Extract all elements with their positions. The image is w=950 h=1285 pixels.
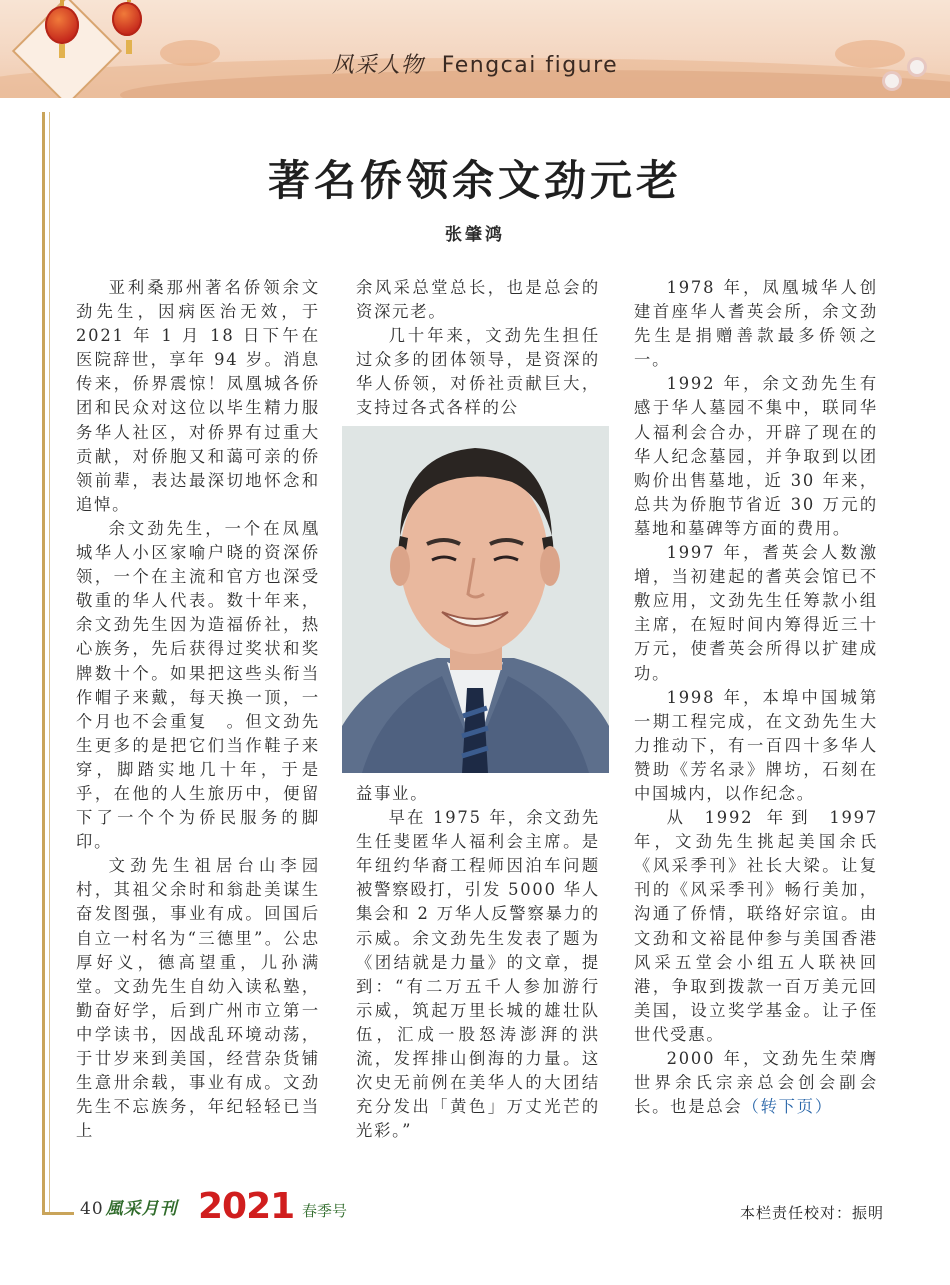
- issue-year: 2021: [198, 1186, 295, 1227]
- text-column-3: [634, 276, 878, 1119]
- section-heading-cn: 风采人物: [331, 53, 424, 78]
- paragraph: 文劲先生祖居台山李园村，其祖父余时和翁赴美谋生奋发图强，事业有成。回国后自立一村名为“三德里”。公忠厚好义，德高望重，儿孙满堂。文劲先生自幼入读私塾，勤奋好学，后到广州市立第一中学读书，因战乱环境动荡，于廿岁来到美国，经营杂货铺生意卅余载，事业有成。文劲先生不忘族务，年纪轻轻已当上: [76, 856, 320, 1141]
- paragraph: 1978 年，凤凰城华人创建首座华人耆英会所，余文劲先生是捐赠善款最多侨领之一。: [634, 278, 878, 370]
- section-heading: [0, 48, 950, 79]
- paragraph: 几十年来，文劲先生担任过众多的团体领导，是资深的华人侨领，对侨社贡献巨大，支持过各式各样的公: [356, 326, 600, 418]
- bottom-border-line: [42, 1212, 74, 1215]
- article-author: 张肇鸿: [445, 225, 505, 245]
- left-border-line: [49, 112, 50, 1212]
- left-border-line: [42, 112, 45, 1212]
- lantern-icon: [45, 6, 79, 44]
- paragraph: 1997 年，耆英会人数激增，当初建起的耆英会馆已不敷应用，文劲先生任筹款小组主席，在短时间内筹得近三十万元，使耆英会所得以扩建成功。: [634, 543, 878, 683]
- continue-note: （转下页）: [742, 1097, 833, 1117]
- article-title: 著名侨领余文劲元老: [267, 156, 682, 205]
- text-column-1: [76, 276, 320, 1143]
- magazine-name: 風采月刊: [105, 1199, 178, 1219]
- proofreader-credit: 本栏责任校对：振明: [739, 1204, 884, 1222]
- paragraph: 1998 年，本埠中国城第一期工程完成，在文劲先生大力推动下，有一百四十多华人赞助《芳名录》牌坊，石刻在中国城内，以作纪念。: [634, 687, 878, 803]
- page-number: 40: [80, 1199, 104, 1219]
- paragraph: 益事业。: [356, 784, 429, 803]
- portrait-illustration: [342, 426, 609, 773]
- paragraph: 余文劲先生，一个在凤凰城华人小区家喻户晓的资深侨领，一个在主流和官方也深受敬重的华人代表。数十年来，余文劲先生因为造福侨社，热心族务，先后获得过奖状和奖牌数十个。如果把这些头衔当作帽子来戴，每天换一顶，一个月也不会重复 。但文劲先生更多的是把它们当作鞋子来穿，脚踏实地几十年，于是乎，在他的人生旅历中，便留下了一个个为侨民服务的脚印。: [76, 518, 320, 852]
- paragraph: 亚利桑那州著名侨领余文劲先生，因病医治无效，于 2021 年 1 月 18 日下午在医院辞世，享年 94 岁。消息传来，侨界震惊！凤凰城各侨团和民众对这位以毕生精力服务华人社区，对侨界有过重大贡献，对侨胞又和蔼可亲的侨领前辈，表达最深切地怀念和追悼。: [76, 278, 320, 514]
- paragraph: 1992 年，余文劲先生有感于华人墓园不集中，联同华人福利会合办，开辟了现在的华人纪念墓园，并争取到以团购价出售墓地，近 30 年来，总共为侨胞节省近 30 万元的墓地和墓碑等方面的费用。: [634, 374, 878, 538]
- issue-season: 春季号: [302, 1202, 348, 1220]
- text-column-2-top: [356, 276, 600, 421]
- section-heading-en: Fengcai figure: [441, 53, 619, 78]
- paragraph: 早在 1975 年，余文劲先生任斐匿华人福利会主席。是年纽约华裔工程师因泊车问题被警察殴打，引发 5000 华人集会和 2 万华人反警察暴力的示威。余文劲先生发表了题为《团结就是力量》的文章，提到：“有二万五千人参加游行示威，筑起万里长城的雄壮队伍，汇成一股怒涛澎湃的洪流，发挥排山倒海的力量。这次史无前例在美华人的大团结充分发出「黄色」万丈光芒的光彩。”: [356, 808, 600, 1141]
- portrait-photo: [342, 426, 609, 773]
- paragraph-last: [634, 1047, 878, 1119]
- page-header: [0, 0, 950, 98]
- lantern-icon: [112, 2, 142, 36]
- paragraph-text: 2000 年，文劲先生荣膺世界余氏宗亲总会创会副会长。也是总会: [634, 1049, 878, 1117]
- paragraph: 从 1992 年到 1997 年，文劲先生挑起美国余氏《风采季刊》社长大梁。让复刊的《风采季刊》畅行美加，沟通了侨情，联络好宗谊。由文劲和文裕昆仲参与美国香港风采五堂会小组五人联袂回港，争取到拨款一百万美元回美国，设立奖学基金。让子侄世代受惠。: [634, 808, 878, 1044]
- paragraph: 余风采总堂总长，也是总会的资深元老。: [356, 278, 600, 322]
- text-column-2-bottom: [356, 782, 600, 1143]
- footer-magazine: [80, 1194, 178, 1219]
